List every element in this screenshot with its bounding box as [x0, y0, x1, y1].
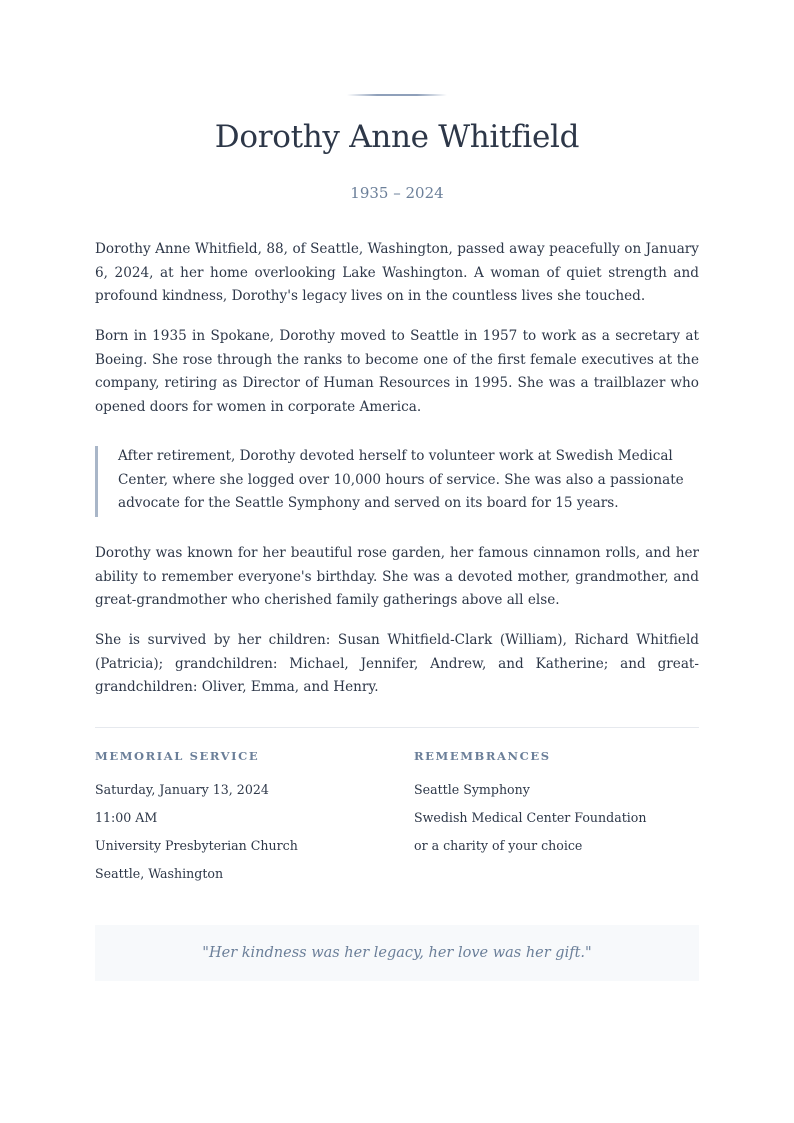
intro-paragraph: Dorothy Anne Whitfield, 88, of Seattle, Washington, passed away peacefully on January 6, 2024, at her home overlooking Lake Washington. A woman of quiet strength and profound kindness, Dorothy's legacy lives on in the countless lives she touched. — [95, 241, 699, 304]
memorial-service-section — [95, 748, 395, 888]
retirement-paragraph: After retirement, Dorothy devoted herself to volunteer work at Swedish Medical Center, where she logged over 10,000 hours of service. She was also a passionate advocate for the Seattle Symphony and served on its board for 15 years. — [118, 448, 684, 511]
memorial-location: Seattle, Washington — [95, 866, 224, 881]
remembrances-section — [414, 748, 714, 860]
memorial-date: Saturday, January 13, 2024 — [95, 782, 269, 797]
remembrance-item: or a charity of your choice — [414, 838, 583, 853]
decorative-top-rule — [347, 94, 447, 96]
page-title: Dorothy Anne Whitfield — [214, 119, 580, 155]
section-divider — [95, 727, 699, 728]
memorial-service-heading: MEMORIAL SERVICE — [95, 749, 260, 763]
remembrance-item: Seattle Symphony — [414, 782, 530, 797]
remembrances-heading: REMEMBRANCES — [414, 749, 551, 763]
survivors-paragraph: She is survived by her children: Susan Whitfield-Clark (William), Richard Whitfield (Patricia); grandchildren: Michael, Jennifer, Andrew, and Katherine; and great-grandchildren: Oliver, Emma, and Henry. — [95, 632, 699, 695]
closing-quote: "Her kindness was her legacy, her love was her gift." — [202, 945, 592, 961]
memorial-time: 11:00 AM — [95, 810, 158, 825]
closing-quote-box — [95, 925, 699, 981]
personal-paragraph: Dorothy was known for her beautiful rose garden, her famous cinnamon rolls, and her ability to remember everyone's birthday. She was a devoted mother, grandmother, and great-grandmother who cherished family gatherings above all else. — [95, 545, 699, 608]
memorial-venue: University Presbyterian Church — [95, 838, 298, 853]
remembrance-item: Swedish Medical Center Foundation — [414, 810, 647, 825]
life-dates: 1935 – 2024 — [350, 184, 444, 202]
career-paragraph: Born in 1935 in Spokane, Dorothy moved to Seattle in 1957 to work as a secretary at Boeing. She rose through the ranks to become one of the first female executives at the company, retiring as Director of Human Resources in 1995. She was a trailblazer who opened doors for women in corporate America. — [95, 328, 699, 415]
retirement-blockquote — [95, 446, 699, 517]
